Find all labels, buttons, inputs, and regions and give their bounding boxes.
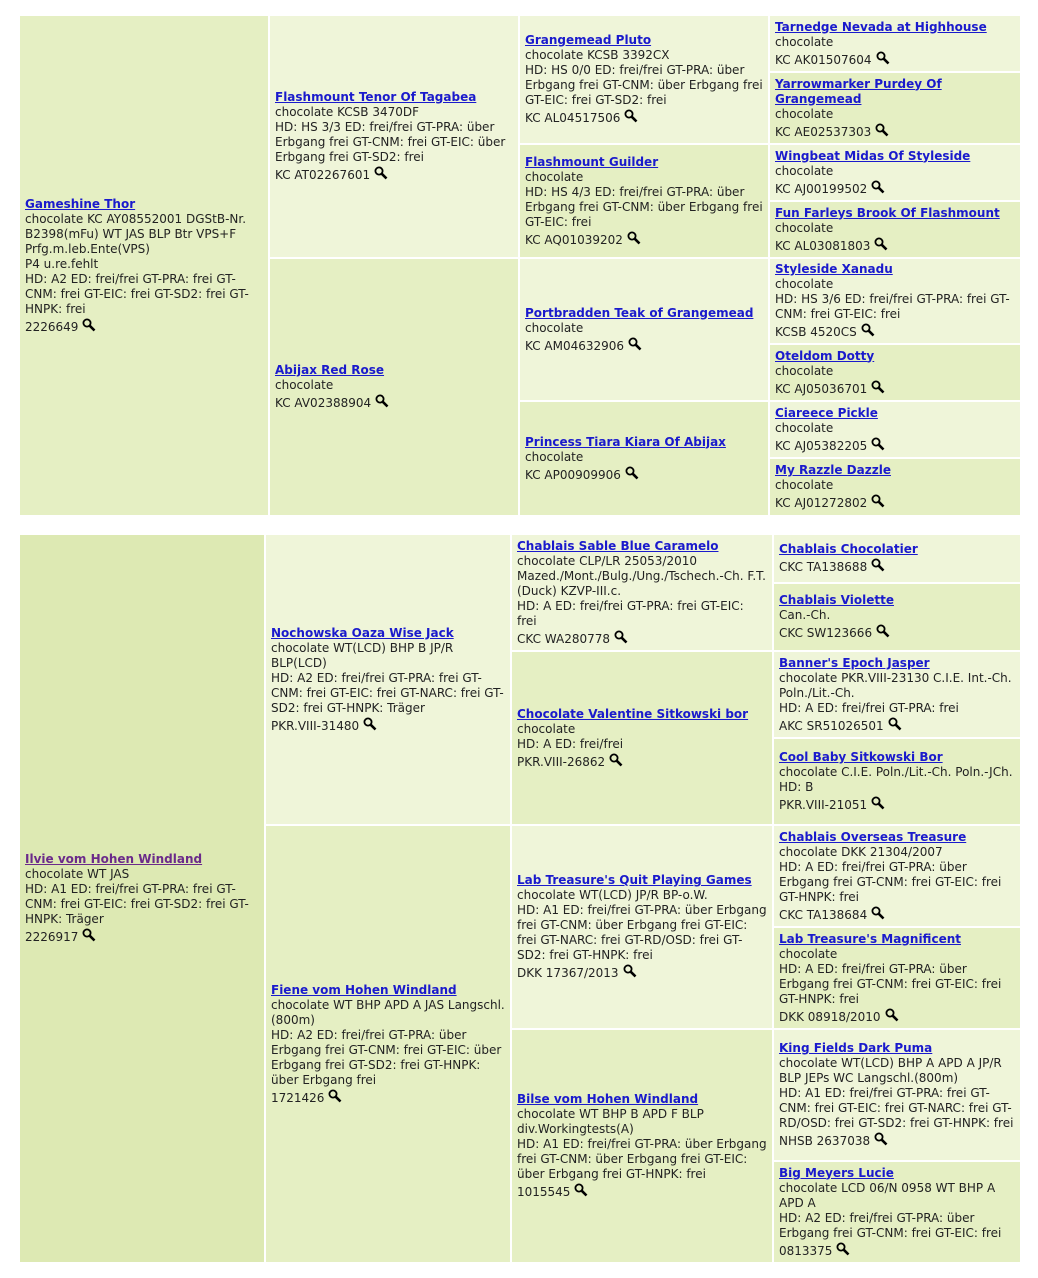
dog-info: chocolate [775,220,834,235]
dog-registration: CKC TA138688 [779,560,868,574]
dog-registration: KC AV02388904 [275,396,372,410]
magnifier-icon[interactable] [623,964,637,978]
dog-registration: 2226649 [25,319,79,334]
dog-info: chocolate LCD 06/N 0958 WT BHP A APD A HD: A2 ED: frei/frei GT-PRA: über Erbgang frei GT-CNM: frei GT-EIC: frei [779,1180,1002,1240]
dog-name-link[interactable]: Ciareece Pickle [775,405,878,420]
dog-name-link[interactable]: Chocolate Valentine Sitkowski bor [517,706,749,721]
dog-name-link[interactable]: Yarrowmarker Purdey Of Grangemead [775,76,942,106]
dog-name-link[interactable]: Gameshine Thor [25,196,136,211]
magnifier-icon[interactable] [625,466,639,480]
dog-info: chocolate CLP/LR 25053/2010 Mazed./Mont./Bulg./Ung./Tschech.-Ch. F.T.(Duck) KZVP-III.c. HD: A ED: frei/frei GT-PRA: frei GT-EIC: frei [517,553,766,628]
dog-name-link[interactable]: Chablais Sable Blue Caramelo [517,538,719,553]
dog-cell [770,259,1020,343]
dog-registration: KC AE02537303 [775,124,872,139]
magnifier-icon[interactable] [82,318,96,332]
dog-cell [270,259,518,515]
magnifier-icon[interactable] [888,717,902,731]
dog-info: chocolate HD: HS 3/6 ED: frei/frei GT-PRA: frei GT-CNM: frei GT-EIC: frei [775,277,1010,321]
dog-name-link[interactable]: Grangemead Pluto [525,33,652,47]
dog-name-link[interactable]: Lab Treasure's Magnificent [779,931,961,946]
magnifier-icon[interactable] [861,323,875,337]
magnifier-icon[interactable] [871,437,885,451]
dog-cell [266,826,510,1262]
dog-name-link[interactable]: Princess Tiara Kiara Of Abijax [525,434,726,449]
dog-cell [520,259,768,400]
dog-name-link[interactable]: Portbradden Teak of Grangemead [525,305,754,320]
dog-cell [520,145,768,257]
magnifier-icon[interactable] [836,1242,850,1256]
dog-name-link[interactable]: My Razzle Dazzle [775,463,891,477]
magnifier-icon[interactable] [871,494,885,508]
dog-cell [770,16,1020,71]
dog-info: Can.-Ch. [779,608,831,622]
magnifier-icon[interactable] [871,380,885,394]
dog-registration: KC AJ00199502 [775,181,868,196]
dog-name-link[interactable]: Chablais Overseas Treasure [779,829,967,844]
dog-name-link[interactable]: Styleside Xanadu [775,262,893,276]
dog-name-link[interactable]: Ilvie vom Hohen Windland [25,852,203,866]
dog-info: chocolate WT BHP B APD F BLP div.Workingtests(A) HD: A1 ED: frei/frei GT-PRA: über Erbgang frei GT-CNM: über Erbgang frei GT-EIC: über Erbgang frei GT-HNPK: frei [517,1107,767,1181]
dog-registration: KC AP00909906 [525,467,621,482]
magnifier-icon[interactable] [874,1132,888,1146]
dog-info: chocolate KCSB 3470DF HD: HS 3/3 ED: frei/frei GT-PRA: über Erbgang frei GT-CNM: frei GT-EIC: über Erbgang frei GT-SD2: frei [275,105,506,164]
dog-cell [770,73,1020,143]
dog-registration: PKR.VIII-31480 [271,718,360,733]
magnifier-icon[interactable] [874,237,888,251]
pedigree-table-bottom [20,535,1020,1262]
dog-registration: KC AT02267601 [275,168,371,182]
dog-cell [770,345,1020,400]
dog-info: chocolate WT JAS HD: A1 ED: frei/frei GT-PRA: frei GT-CNM: frei GT-EIC: frei GT-SD2: frei GT-HNPK: Träger [25,867,249,926]
magnifier-icon[interactable] [363,717,377,731]
dog-name-link[interactable]: Big Meyers Lucie [779,1165,894,1180]
dog-info: chocolate WT(LCD) BHP B JP/R BLP(LCD) HD: A2 ED: frei/frei GT-PRA: frei GT-CNM: frei GT-EIC: frei GT-NARC: frei GT-SD2: frei GT-HNPK: Träger [271,640,504,715]
dog-name-link[interactable]: Banner's Epoch Jasper [779,655,930,670]
dog-name-link[interactable]: Nochowska Oaza Wise Jack [271,625,454,640]
pedigree-table-top [20,16,1020,515]
dog-name-link[interactable]: Chablais Violette [779,593,894,607]
dog-registration: KC AJ05036701 [775,381,868,396]
magnifier-icon[interactable] [609,753,623,767]
dog-info: chocolate WT BHP APD A JAS Langschl.(800m) HD: A2 ED: frei/frei GT-PRA: über Erbgang frei GT-CNM: frei GT-EIC: über Erbgang frei GT-SD2: frei GT-HNPK: über Erbgang frei [271,997,505,1087]
dog-cell [266,535,510,824]
dog-cell [774,1162,1020,1262]
magnifier-icon[interactable] [624,109,638,123]
dog-info: chocolate WT(LCD) JP/R BP-o.W. HD: A1 ED: frei/frei GT-PRA: über Erbgang frei GT-CNM: über Erbgang frei GT-EIC: frei GT-NARC: frei GT-RD/OSD: frei GT-SD2: frei GT-HNPK: frei [517,888,767,962]
dog-cell [770,459,1020,515]
dog-name-link[interactable]: Cool Baby Sitkowski Bor [779,750,943,764]
dog-name-link[interactable]: Flashmount Guilder [525,154,659,169]
dog-name-link[interactable]: Chablais Chocolatier [779,542,918,556]
dog-cell [512,652,772,824]
dog-cell [770,202,1020,257]
dog-registration: KC AQ01039202 [525,232,623,247]
magnifier-icon[interactable] [574,1183,588,1197]
dog-registration: AKC SR51026501 [779,718,884,733]
dog-registration: KC AL04517506 [525,111,621,125]
magnifier-icon[interactable] [628,337,642,351]
dog-info: chocolate KC AY08552001 DGStB-Nr. B2398(mFu) WT JAS BLP Btr VPS+F Prfg.m.leb.Ente(VPS) P4 u.re.fehlt HD: A2 ED: frei/frei GT-PRA: frei GT-CNM: frei GT-EIC: frei GT-SD2: frei GT-HNPK: frei [25,211,249,316]
dog-cell [774,535,1020,582]
magnifier-icon[interactable] [871,558,885,572]
dog-registration: NHSB 2637038 [779,1134,871,1148]
magnifier-icon[interactable] [375,394,389,408]
dog-name-link[interactable]: Oteldom Dotty [775,348,875,363]
dog-registration: KC AJ01272802 [775,496,868,510]
dog-name-link[interactable]: Fiene vom Hohen Windland [271,982,457,997]
dog-name-link[interactable]: Wingbeat Midas Of Styleside [775,148,971,163]
dog-name-link[interactable]: Tarnedge Nevada at Highhouse [775,19,987,34]
dog-cell [770,145,1020,200]
magnifier-icon[interactable] [875,123,889,137]
dog-name-link[interactable]: Bilse vom Hohen Windland [517,1092,699,1106]
dog-registration: PKR.VIII-21051 [779,798,868,812]
dog-registration: 1721426 [271,1090,325,1105]
magnifier-icon[interactable] [82,928,96,942]
dog-info: chocolate WT(LCD) BHP A APD A JP/R BLP JEPs WC Langschl.(800m) HD: A1 ED: frei/frei GT-PRA: frei GT-CNM: frei GT-EIC: frei GT-NARC: frei GT-RD/OSD: frei GT-SD2: frei GT-HNPK: frei [779,1056,1014,1130]
dog-cell [774,739,1020,824]
dog-info: chocolate [775,163,834,178]
dog-cell [512,535,772,650]
dog-cell [20,535,264,1262]
dog-registration: 1015545 [517,1185,571,1199]
dog-cell [770,402,1020,457]
magnifier-icon[interactable] [871,180,885,194]
dog-name-link[interactable]: Fun Farleys Brook Of Flashmount [775,205,1000,220]
dog-cell [774,928,1020,1028]
dog-cell [774,1030,1020,1160]
magnifier-icon[interactable] [871,906,885,920]
dog-registration: KCSB 4520CS [775,325,857,339]
dog-registration: CKC TA138684 [779,907,868,922]
dog-cell [774,652,1020,737]
dog-registration: CKC WA280778 [517,631,611,646]
dog-cell [20,16,268,515]
magnifier-icon[interactable] [876,51,890,65]
dog-info: chocolate [775,106,834,121]
dog-info: chocolate HD: A ED: frei/frei GT-PRA: über Erbgang frei GT-CNM: frei GT-EIC: frei GT-HNPK: frei [779,946,1002,1006]
magnifier-icon[interactable] [374,166,388,180]
dog-info: chocolate [275,378,334,392]
dog-info: chocolate [525,320,584,335]
dog-info: chocolate HD: HS 4/3 ED: frei/frei GT-PRA: über Erbgang frei GT-CNM: über Erbgang frei GT-EIC: frei [525,169,763,229]
magnifier-icon[interactable] [885,1008,899,1022]
dog-registration: 0813375 [779,1243,833,1258]
dog-info: chocolate [775,478,834,492]
magnifier-icon[interactable] [876,624,890,638]
dog-name-link[interactable]: Abijax Red Rose [275,363,385,377]
dog-name-link[interactable]: King Fields Dark Puma [779,1041,933,1055]
magnifier-icon[interactable] [614,630,628,644]
dog-cell [774,826,1020,926]
dog-info: chocolate KCSB 3392CX HD: HS 0/0 ED: frei/frei GT-PRA: über Erbgang frei GT-CNM: über Erbgang frei GT-EIC: frei GT-SD2: frei [525,48,763,107]
dog-name-link[interactable]: Flashmount Tenor Of Tagabea [275,90,477,104]
magnifier-icon[interactable] [328,1089,342,1103]
dog-cell [512,1030,772,1262]
dog-registration: CKC SW123666 [779,626,873,640]
dog-info: chocolate HD: A ED: frei/frei [517,721,624,751]
dog-cell [774,584,1020,650]
magnifier-icon[interactable] [871,796,885,810]
dog-cell [270,16,518,257]
dog-registration: DKK 08918/2010 [779,1009,881,1024]
dog-registration: PKR.VIII-26862 [517,754,606,769]
dog-registration: DKK 17367/2013 [517,966,619,980]
dog-cell [520,16,768,143]
dog-registration: KC AK01507604 [775,52,872,67]
dog-registration: 2226917 [25,930,79,944]
dog-registration: KC AL03081803 [775,238,871,253]
dog-info: chocolate DKK 21304/2007 HD: A ED: frei/frei GT-PRA: über Erbgang frei GT-CNM: frei GT-EIC: frei GT-HNPK: frei [779,844,1002,904]
dog-info: chocolate PKR.VIII-23130 C.I.E. Int.-Ch. Poln./Lit.-Ch. HD: A ED: frei/frei GT-PRA: frei [779,670,1012,715]
dog-registration: KC AM04632906 [525,338,625,353]
dog-info: chocolate [525,449,584,464]
dog-cell [512,826,772,1028]
dog-info: chocolate [775,34,834,49]
dog-info: chocolate C.I.E. Poln./Lit.-Ch. Poln.-JCh. HD: B [779,765,1013,794]
dog-info: chocolate [775,363,834,378]
dog-registration: KC AJ05382205 [775,438,868,453]
magnifier-icon[interactable] [627,231,641,245]
dog-cell [520,402,768,515]
dog-info: chocolate [775,420,834,435]
dog-name-link[interactable]: Lab Treasure's Quit Playing Games [517,873,752,887]
